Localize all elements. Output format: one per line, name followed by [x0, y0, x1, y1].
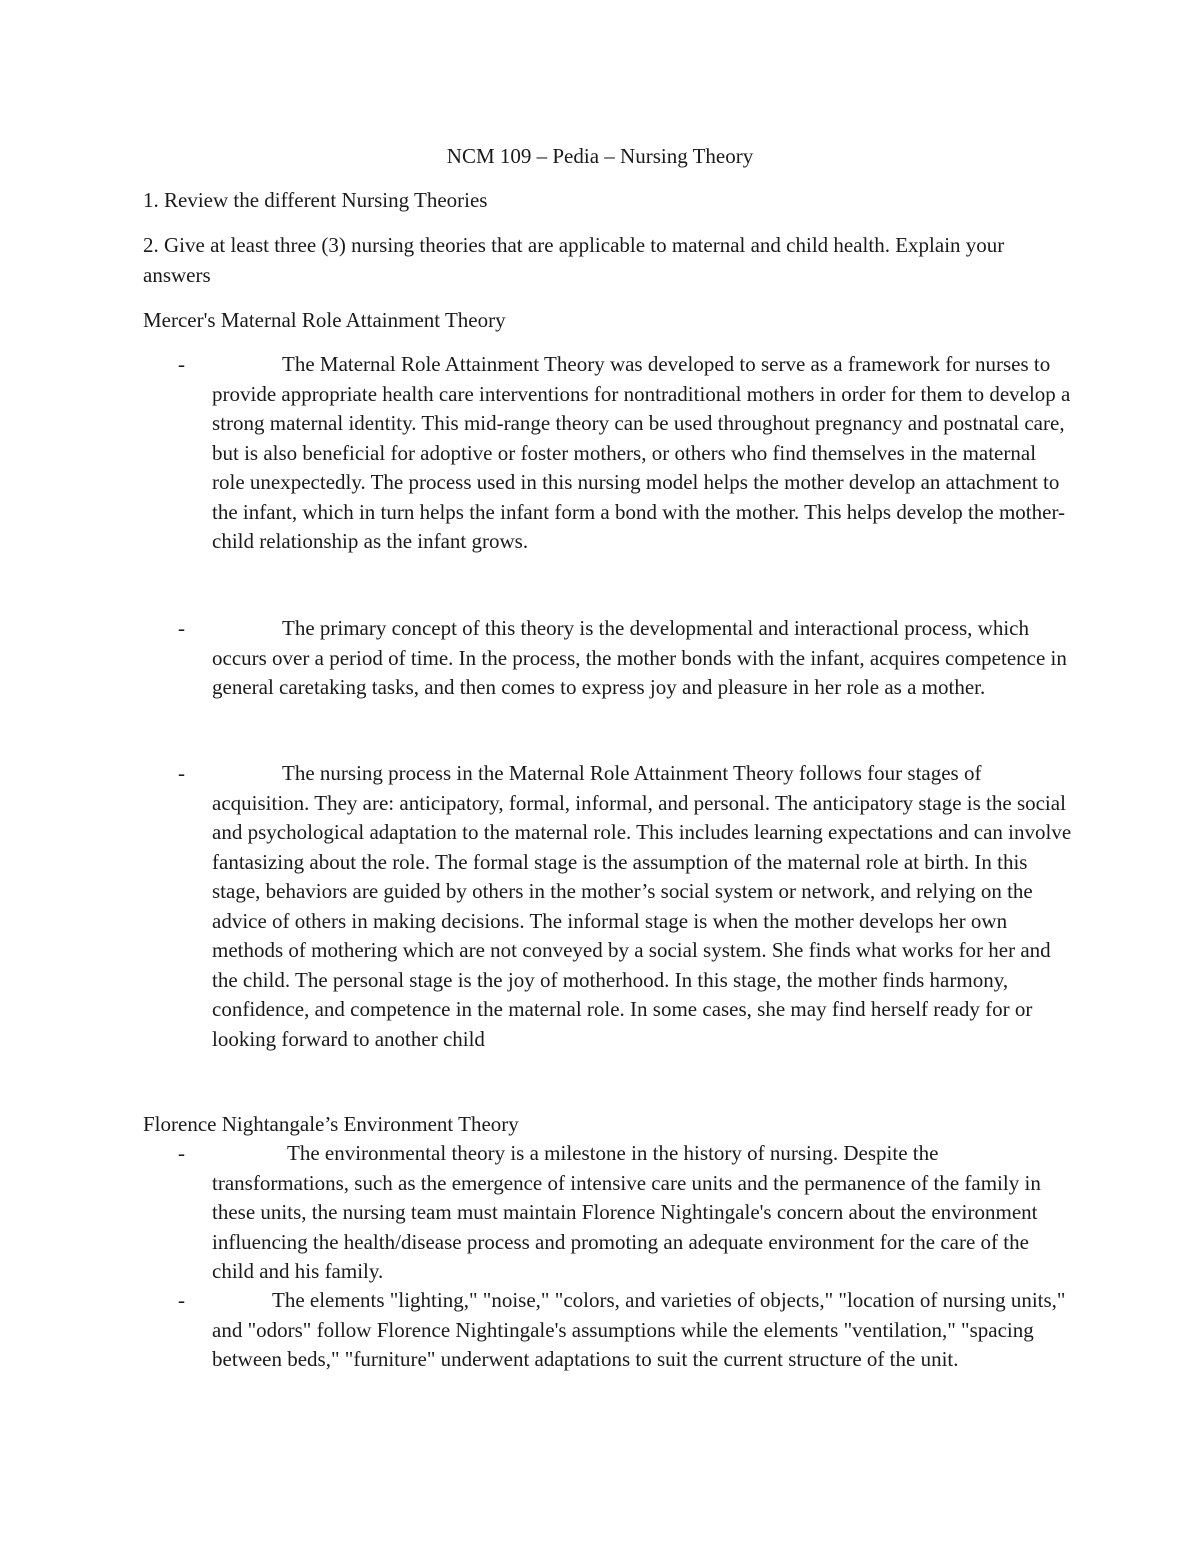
question-1: 1. Review the different Nursing Theories — [143, 188, 488, 212]
bullet-dash: - — [178, 761, 185, 785]
bullet-dash: - — [178, 616, 185, 640]
section-heading-nightingale: Florence Nightangale’s Environment Theory — [143, 1112, 519, 1136]
bullet-dash: - — [178, 1141, 185, 1165]
bullet-text: The environmental theory is a milestone in the history of nursing. Despite the transformations, such as the emergence of intensive care units and the permanence of the family in these units, the nursing team must maintain Florence Nightingale's concern about the environment influencing the health/disease process and promoting an adequate environment for the care of the child and his family. — [212, 1141, 1041, 1283]
bullet-text: The nursing process in the Maternal Role Attainment Theory follows four stages of acquisition. They are: anticipatory, formal, informal, and personal. The anticipatory stage is the social and psychological adaptation to the maternal role. This includes learning expectations and can involve fantasizing about the role. The formal stage is the assumption of the maternal role at birth. In this stage, behaviors are guided by others in the mother’s social system or network, and relying on the advice of others in making decisions. The informal stage is when the mother develops her own methods of mothering which are not conveyed by a social system. She finds what works for her and the child. The personal stage is the joy of motherhood. In this stage, the mother finds harmony, confidence, and competence in the maternal role. In some cases, she may find herself ready for or looking forward to another child — [212, 761, 1072, 1051]
bullet-dash: - — [178, 352, 185, 376]
bullet-text: The Maternal Role Attainment Theory was developed to serve as a framework for nurses to provide appropriate health care interventions for nontraditional mothers in order for them to develop a strong maternal identity. This mid-range theory can be used throughout pregnancy and postnatal care, but is also beneficial for adoptive or foster mothers, or others who find themselves in the maternal role unexpectedly. The process used in this nursing model helps the mother develop an attachment to the infant, which in turn helps the infant form a bond with the mother. This helps develop the mother-child relationship as the infant grows. — [212, 352, 1071, 553]
bullet-dash: - — [178, 1288, 185, 1312]
section-heading-mercer: Mercer's Maternal Role Attainment Theory — [143, 308, 506, 332]
document-title: NCM 109 – Pedia – Nursing Theory — [446, 144, 754, 168]
question-2: 2. Give at least three (3) nursing theories that are applicable to maternal and child health. Explain your answers — [143, 233, 1005, 287]
bullet-text: The elements "lighting," "noise," "colors, and varieties of objects," "location of nursing units," and "odors" follow Florence Nightingale's assumptions while the elements "ventilation," "spacing between beds," "furniture" underwent adaptations to suit the current structure of the unit. — [212, 1288, 1066, 1371]
bullet-text: The primary concept of this theory is the developmental and interactional process, which occurs over a period of time. In the process, the mother bonds with the infant, acquires competence in general caretaking tasks, and then comes to express joy and pleasure in her role as a mother. — [212, 616, 1067, 699]
